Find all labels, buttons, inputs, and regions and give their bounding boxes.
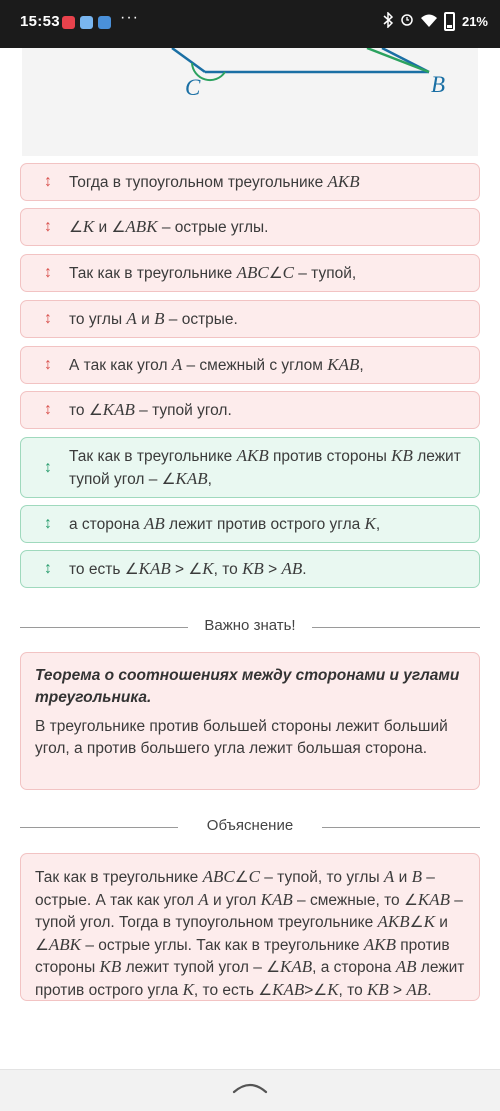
chevron-up-icon[interactable] [230,1080,270,1099]
sortable-answer-row[interactable] [20,391,480,429]
text-fragment: > [388,981,407,999]
bluetooth-icon [383,12,393,31]
sortable-answer-row[interactable] [20,550,480,588]
math-symbol: KAB [102,399,135,419]
text-fragment: – смежный с углом [182,356,328,374]
text-fragment: ∠ [268,264,283,282]
explanation-box [20,853,480,1001]
math-symbol: B [154,308,165,328]
sortable-answer-row[interactable] [20,346,480,384]
math-symbol: ABC [202,867,235,886]
battery-percent: 21% [461,14,488,29]
row-text [69,513,380,536]
text-fragment: , то [213,560,243,578]
text-fragment: а сторона [69,515,144,533]
drag-handle-icon[interactable]: ↕ [44,264,52,281]
math-symbol: A [198,889,209,909]
text-fragment: и ∠ [94,218,126,236]
text-fragment: Тогда в тупоугольном треугольнике [69,173,328,191]
math-symbol: KAB [417,889,450,909]
status-bar [0,0,500,48]
theorem-box [20,652,480,790]
math-symbol: K [364,513,376,533]
text-fragment: – тупой угол. Тогда в тупоугольном треугольнике [35,891,463,932]
math-symbol: A [171,354,183,374]
math-symbol: C [248,867,260,886]
sortable-answer-row[interactable] [20,437,480,498]
status-indicators [383,12,488,31]
theorem-title: Теорема о соотношениях между сторонами и углами треугольника. [35,667,460,706]
text-fragment: и [394,869,412,886]
math-symbol: AB [406,979,428,999]
sortable-answer-row[interactable] [20,254,480,292]
text-fragment: и [136,310,155,328]
important-label: Важно знать! [192,617,307,634]
text-fragment: – острые углы. [157,218,269,236]
row-text [69,262,356,285]
math-symbol: AB [143,513,165,533]
row-text [69,558,307,581]
theorem-text: В треугольнике против большей стороны лежит больший угол, а против большего угла лежит большая сторона. [35,718,448,757]
wifi-icon [421,14,437,30]
drag-handle-icon[interactable]: ↕ [44,218,52,235]
drag-handle-icon[interactable]: ↕ [44,515,52,532]
drag-handle-icon[interactable]: ↕ [44,356,52,373]
drag-handle-icon[interactable]: ↕ [44,173,52,190]
math-symbol: AKB [377,912,410,932]
math-symbol: KAB [138,558,171,578]
text-fragment: то есть ∠ [69,560,139,578]
math-symbol: KB [242,558,264,578]
text-fragment: ∠ [234,869,249,886]
text-fragment: – острые углы. Так как в треугольнике [81,936,364,954]
notification-app-icon [80,16,93,29]
text-fragment: то углы [69,310,127,328]
math-symbol: A [383,867,395,886]
row-text [69,171,360,194]
explanation-label: Объяснение [195,817,305,834]
math-symbol: KAB [272,979,305,999]
text-fragment: . [427,981,432,999]
text-fragment: – тупой, то углы [259,869,384,886]
text-fragment: , [375,515,381,533]
math-symbol: A [126,308,137,328]
text-fragment: – смежные, то ∠ [292,891,418,909]
text-fragment: против стороны [35,936,450,977]
text-fragment: >∠ [304,981,328,999]
row-text [69,308,238,331]
text-fragment: А так как угол [69,356,172,374]
more-notifications-icon: ··· [120,9,139,26]
math-symbol: KAB [327,354,360,374]
sortable-answer-row[interactable] [20,300,480,338]
triangle-drawing [22,48,478,156]
math-symbol: KB [391,445,413,465]
sortable-answer-row[interactable] [20,208,480,246]
side-kb [367,48,429,72]
row-text [69,399,232,422]
row-text [69,216,268,239]
math-symbol: ABK [48,934,82,954]
math-symbol: K [182,979,194,999]
math-symbol: ABK [125,216,158,236]
drag-handle-icon[interactable]: ↕ [44,458,52,476]
bottom-navigation-bar [0,1069,500,1111]
math-symbol: KB [367,979,389,999]
triangle-figure [22,48,478,156]
sortable-answer-row[interactable] [20,505,480,543]
text-fragment: лежит тупой угол – ∠ [69,447,461,488]
side-ca [172,48,205,72]
text-fragment: , а сторона [312,959,396,977]
math-symbol: KAB [280,957,313,977]
math-symbol: AB [395,957,417,977]
text-fragment: ∠ [69,218,83,236]
math-symbol: KAB [260,889,293,909]
row-text [69,354,364,377]
math-symbol: AB [281,558,303,578]
battery-icon [444,12,455,31]
math-symbol: AKB [363,934,396,954]
text-fragment: , [359,356,364,374]
math-symbol: K [423,912,435,932]
text-fragment: , то есть ∠ [193,981,273,999]
text-fragment: ∠ [409,914,424,932]
important-separator [20,617,480,637]
notification-app-icon [98,16,111,29]
drag-handle-icon[interactable]: ↕ [44,310,52,327]
text-fragment: лежит против острого угла [35,959,465,999]
notification-app-icon [62,16,75,29]
point-c-label: C [185,75,201,100]
drag-handle-icon[interactable]: ↕ [44,401,52,418]
text-fragment: . [302,560,307,578]
math-symbol: KB [99,957,122,977]
text-fragment: – тупой, [293,264,357,282]
math-symbol: K [202,558,214,578]
text-fragment: то ∠ [69,401,103,419]
status-time: 15:53 [20,13,60,30]
text-fragment: Так как в треугольнике [35,869,203,886]
sortable-answer-row[interactable] [20,163,480,201]
math-symbol: K [327,979,339,999]
math-symbol: KAB [175,468,208,488]
row-text [69,445,469,491]
math-symbol: C [282,262,294,282]
drag-handle-icon[interactable]: ↕ [44,560,52,577]
point-b-label: B [431,72,446,97]
text-fragment: > [263,560,282,578]
text-fragment: Так как в треугольнике [69,264,237,282]
alarm-icon [400,13,414,30]
text-fragment: – тупой угол. [134,401,232,419]
text-fragment: лежит против острого угла [164,515,365,533]
text-fragment: и угол [208,891,261,909]
math-symbol: AKB [327,171,360,191]
text-fragment: и ∠ [35,914,448,954]
text-fragment: Так как в треугольнике [69,447,237,465]
explanation-separator [20,817,480,837]
text-fragment: – острые. А так как угол [35,869,435,909]
text-fragment: > ∠ [170,560,203,578]
text-fragment: , то [338,981,368,999]
math-symbol: AKB [236,445,269,465]
text-fragment: , [207,470,212,488]
math-symbol: K [82,216,95,236]
text-fragment: лежит тупой угол – ∠ [121,959,281,977]
math-symbol: B [411,867,422,886]
math-symbol: ABC [236,262,269,282]
text-fragment: – острые. [164,310,238,328]
text-fragment: против стороны [268,447,392,465]
